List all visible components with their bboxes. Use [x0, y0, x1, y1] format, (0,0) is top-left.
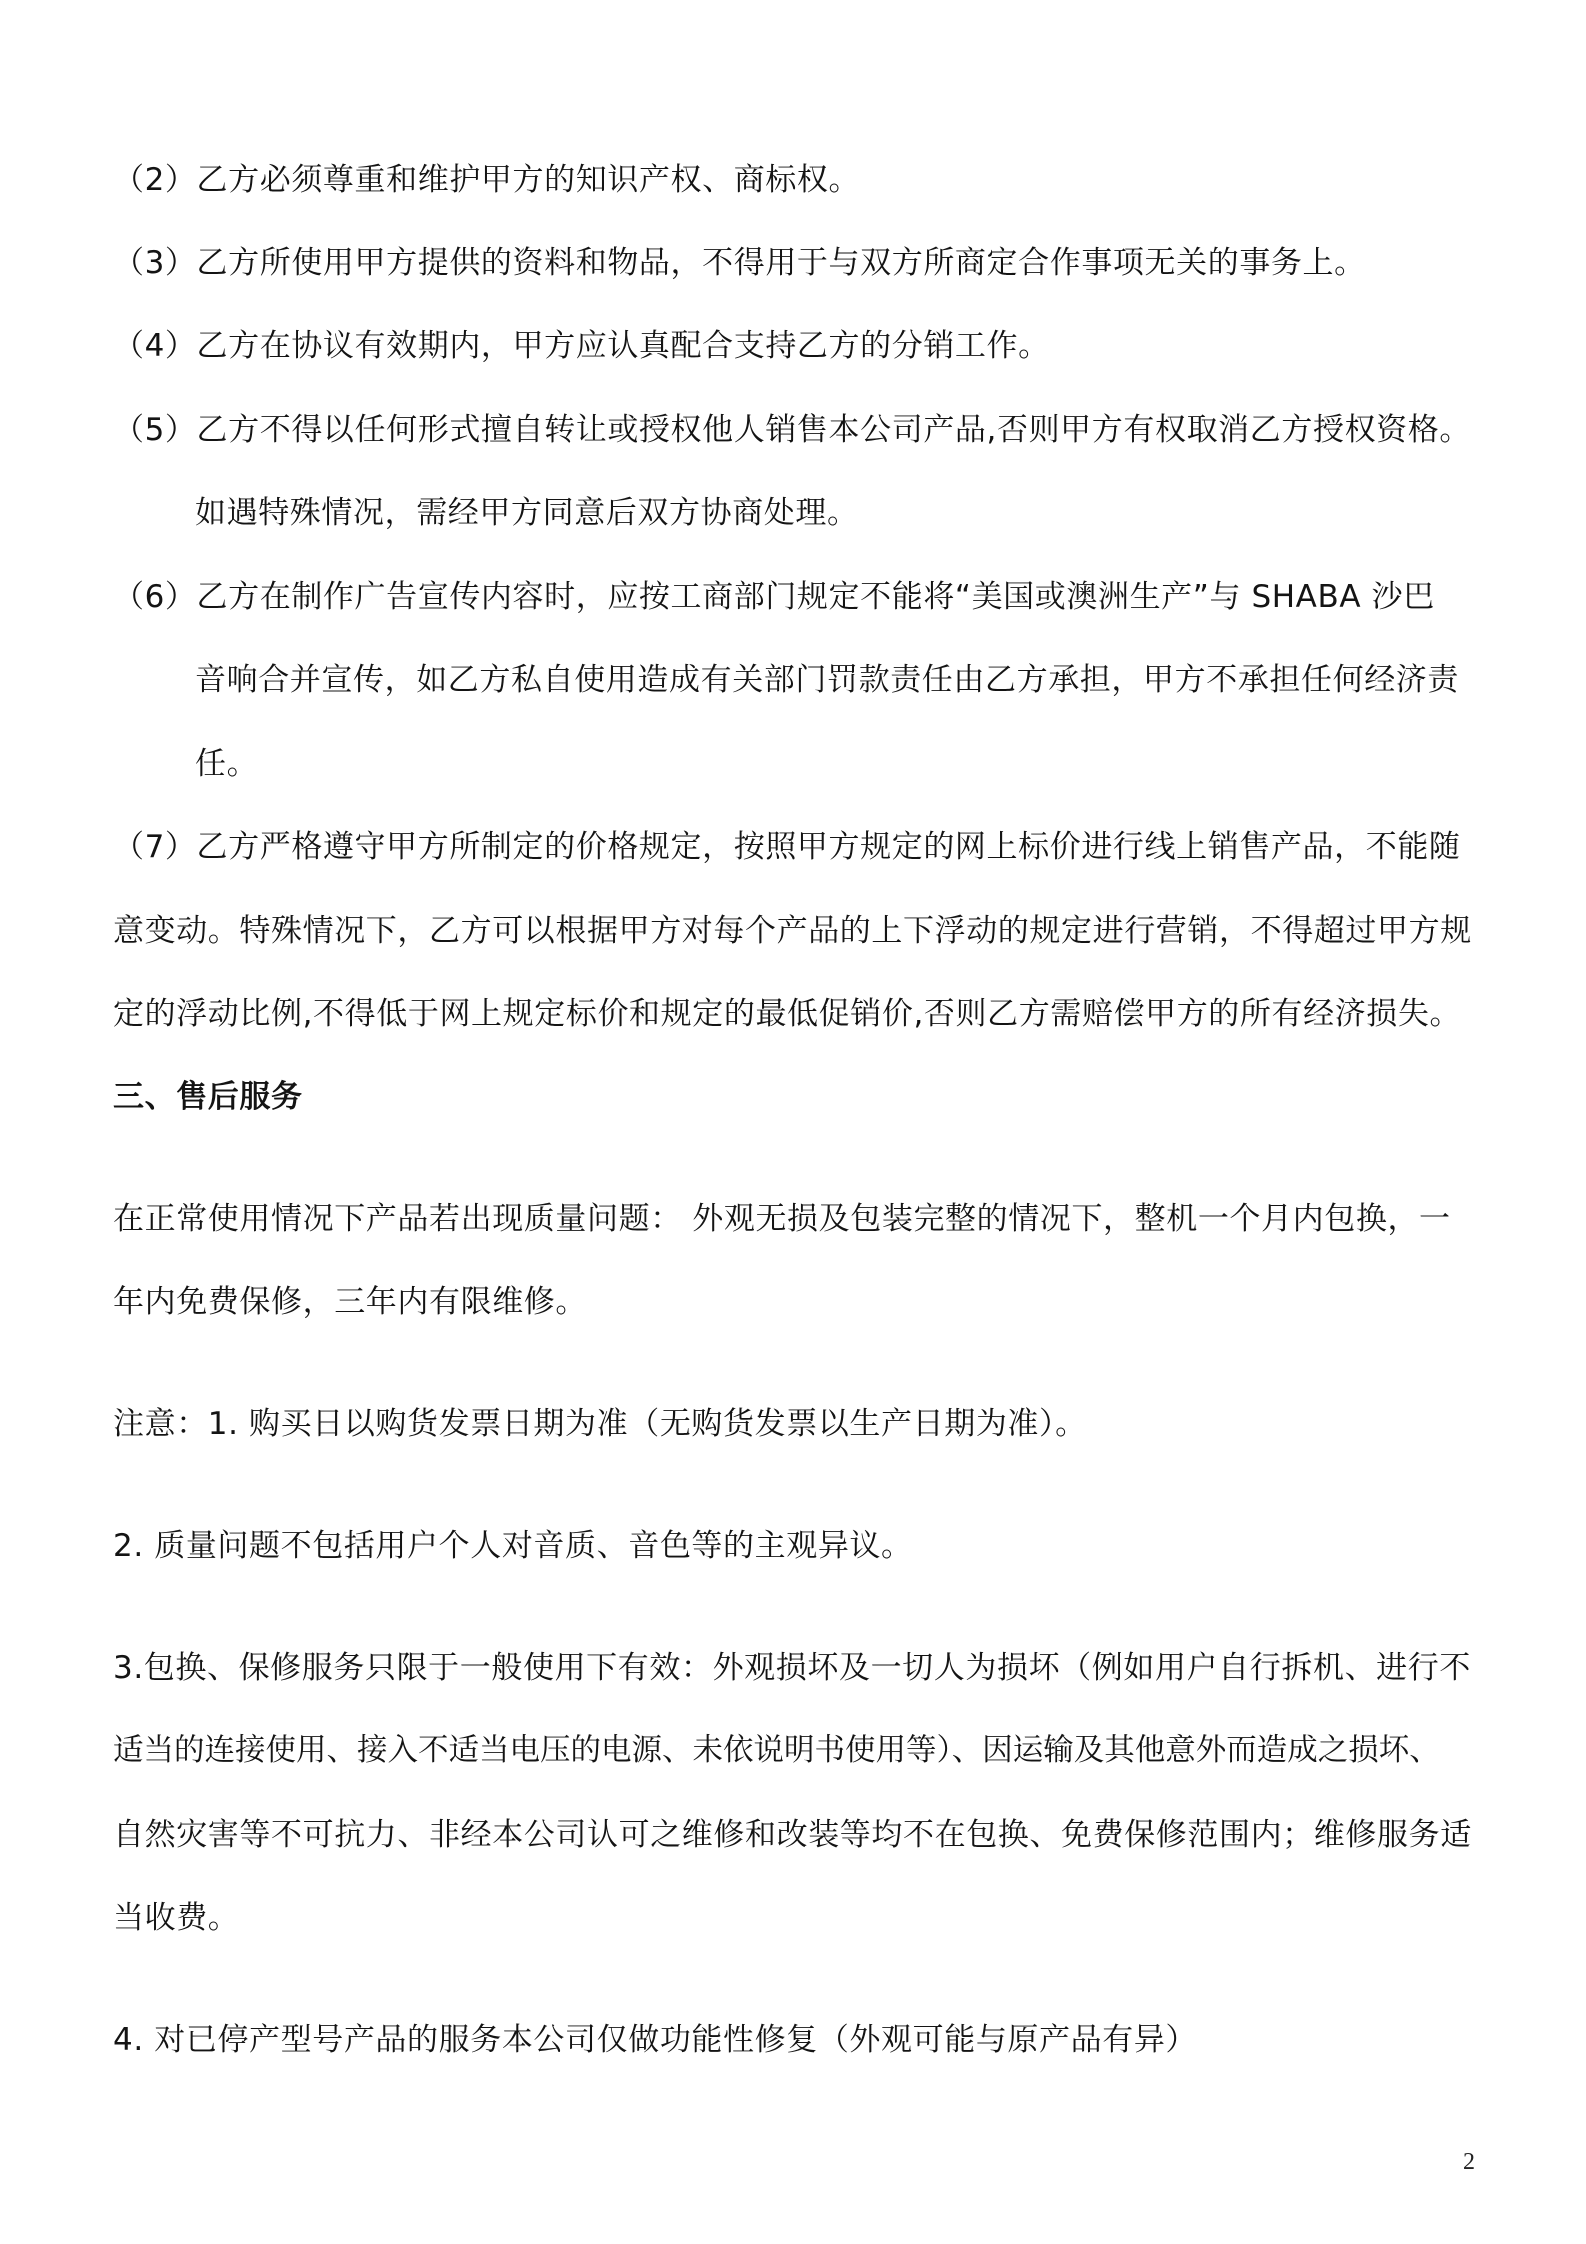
clause-7-line3: 定的浮动比例,不得低于网上规定标价和规定的最低促销价,否则乙方需赔偿甲方的所有经济损失。	[113, 996, 1462, 1032]
clause-5-line2: 如遇特殊情况，需经甲方同意后双方协商处理。	[195, 495, 859, 531]
note-2: 2. 质量问题不包括用户个人对音质、音色等的主观异议。	[113, 1528, 913, 1564]
clause-3: （3）乙方所使用甲方提供的资料和物品，不得用于与双方所商定合作事项无关的事务上。	[113, 245, 1366, 281]
clause-7-line1: （7）乙方严格遵守甲方所制定的价格规定，按照甲方规定的网上标价进行线上销售产品，不能随	[113, 829, 1461, 865]
clause-6-line3: 任。	[195, 746, 259, 782]
note-3-line4: 当收费。	[113, 1900, 240, 1936]
after-sales-intro-line2: 年内免费保修，三年内有限维修。	[113, 1284, 587, 1320]
note-3-line1: 3.包换、保修服务只限于一般使用下有效：外观损坏及一切人为损坏（例如用户自行拆机、进行不	[113, 1650, 1471, 1686]
note-4: 4. 对已停产型号产品的服务本公司仅做功能性修复（外观可能与原产品有异）	[113, 2022, 1198, 2058]
section-heading-after-sales: 三、售后服务	[113, 1079, 303, 1115]
note-3-line3: 自然灾害等不可抗力、非经本公司认可之维修和改装等均不在包换、免费保修范围内；维修服务适	[113, 1817, 1472, 1853]
clause-5-line1: （5）乙方不得以任何形式擅自转让或授权他人销售本公司产品,否则甲方有权取消乙方授权资格。	[113, 412, 1471, 448]
page-number: 2	[1463, 2149, 1475, 2175]
note-3-line2: 适当的连接使用、接入不适当电压的电源、未依说明书使用等）、因运输及其他意外而造成之损坏、	[113, 1733, 1440, 1768]
clause-4: （4）乙方在协议有效期内，甲方应认真配合支持乙方的分销工作。	[113, 328, 1050, 364]
clause-6-line2: 音响合并宣传，如乙方私自使用造成有关部门罚款责任由乙方承担，甲方不承担任何经济责	[195, 662, 1459, 698]
note-1: 注意：1. 购买日以购货发票日期为准（无购货发票以生产日期为准）。	[113, 1406, 1087, 1442]
clause-2: （2）乙方必须尊重和维护甲方的知识产权、商标权。	[113, 162, 861, 198]
after-sales-intro-line1: 在正常使用情况下产品若出现质量问题： 外观无损及包装完整的情况下，整机一个月内包换，一	[113, 1201, 1451, 1237]
clause-6-line1: （6）乙方在制作广告宣传内容时，应按工商部门规定不能将“美国或澳洲生产”与 SHABA 沙巴	[113, 579, 1435, 615]
clause-7-line2: 意变动。特殊情况下，乙方可以根据甲方对每个产品的上下浮动的规定进行营销，不得超过甲方规	[113, 913, 1472, 949]
